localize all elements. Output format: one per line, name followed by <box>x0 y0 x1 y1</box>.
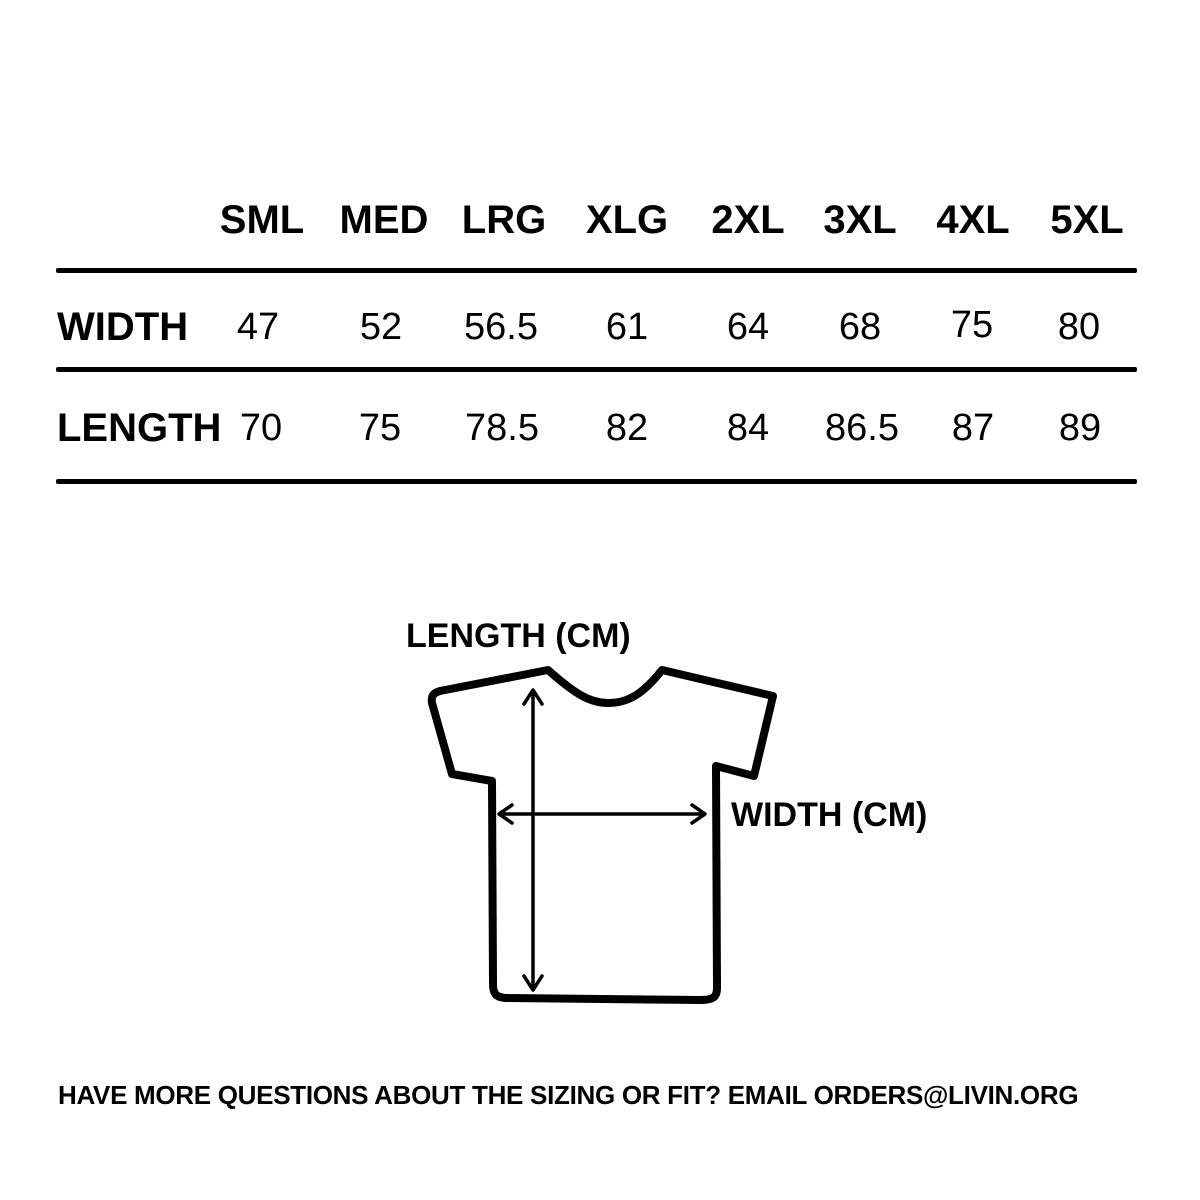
length-value-sml: 70 <box>239 407 283 449</box>
size-header-5xl: 5XL <box>1050 198 1124 242</box>
width-value-4xl: 75 <box>950 304 994 346</box>
t-shirt-outline <box>432 670 773 1000</box>
table-divider-middle <box>56 367 1137 372</box>
table-divider-top <box>56 268 1137 273</box>
length-arrow-icon <box>524 690 542 990</box>
length-value-lrg: 78.5 <box>465 407 539 449</box>
width-value-xlg: 61 <box>605 306 649 348</box>
measurement-diagram <box>0 600 1200 1030</box>
size-header-3xl: 3XL <box>823 198 897 242</box>
width-value-3xl: 68 <box>838 306 882 348</box>
row-label-length: LENGTH <box>57 406 222 450</box>
size-header-sml: SML <box>219 198 305 242</box>
sizing-help-note: HAVE MORE QUESTIONS ABOUT THE SIZING OR FIT? EMAIL ORDERS@LIVIN.ORG <box>58 1080 1079 1110</box>
length-value-5xl: 89 <box>1058 407 1102 449</box>
width-value-2xl: 64 <box>726 306 770 348</box>
size-header-2xl: 2XL <box>711 198 785 242</box>
length-value-xlg: 82 <box>605 407 649 449</box>
size-chart-table <box>0 0 1200 520</box>
t-shirt-icon <box>0 600 1200 1030</box>
width-value-sml: 47 <box>236 306 280 348</box>
width-cm-label: WIDTH (CM) <box>731 796 928 834</box>
size-header-lrg: LRG <box>461 198 547 242</box>
row-label-width: WIDTH <box>57 305 189 349</box>
width-arrow-icon <box>499 805 705 823</box>
width-value-lrg: 56.5 <box>464 306 538 348</box>
length-value-2xl: 84 <box>726 407 770 449</box>
width-value-med: 52 <box>359 306 403 348</box>
length-value-3xl: 86.5 <box>825 407 899 449</box>
width-value-5xl: 80 <box>1057 306 1101 348</box>
size-header-med: MED <box>339 198 429 242</box>
size-header-4xl: 4XL <box>936 198 1010 242</box>
table-divider-bottom <box>56 479 1137 484</box>
size-header-xlg: XLG <box>585 198 669 242</box>
length-value-4xl: 87 <box>951 407 995 449</box>
length-cm-label: LENGTH (CM) <box>406 617 631 655</box>
length-value-med: 75 <box>358 407 402 449</box>
